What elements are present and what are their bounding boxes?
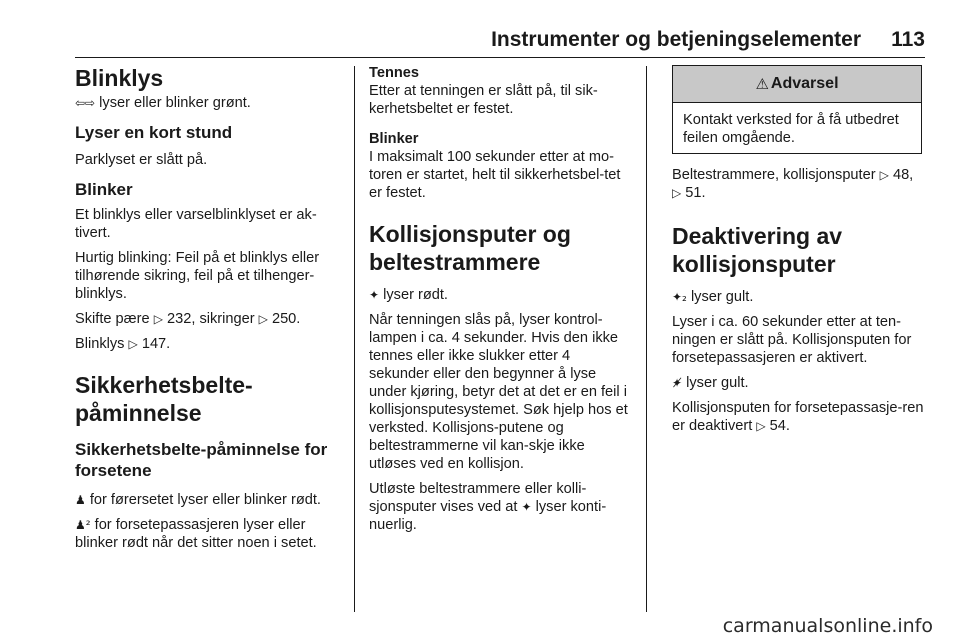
page-ref-arrow-icon: ▷	[756, 419, 766, 433]
paragraph: Skifte pære ▷ 232, sikringer ▷ 250.	[75, 311, 301, 327]
warning-header	[673, 66, 921, 103]
paragraph: ♟ for førersetet lyser eller blinker rødt.	[75, 492, 321, 508]
paragraph: Etter at tenningen er slått på, til sik-kerhetsbeltet er festet.	[369, 83, 598, 117]
page-ref-arrow-icon: ▷	[258, 312, 268, 326]
section-heading-sikkerhetsbelte: Sikkerhetsbelte- påminnelse	[75, 372, 253, 426]
paragraph: Et blinklys eller varselblinklyset er ak-tivert.	[75, 207, 317, 241]
seatbelt-icon: ♟	[75, 493, 86, 507]
paragraph: Utløste beltestrammere eller kolli-sjonsputer vises ved at ✦ lyser konti-nuerlig.	[369, 481, 607, 533]
section-heading-kollisjonsputer: Kollisjonsputer og beltestrammere	[369, 221, 571, 275]
section-heading-blinklys: Blinklys	[75, 65, 164, 91]
paragraph: Blinklys ▷ 147.	[75, 336, 171, 352]
seatbelt-passenger-icon: ♟²	[75, 518, 91, 532]
header-title: Instrumenter og betjeningselementer	[491, 28, 861, 51]
page-ref-arrow-icon: ▷	[128, 337, 138, 351]
column-left	[75, 64, 345, 559]
airbag-off-icon: ✦̸	[672, 376, 683, 390]
column-divider	[354, 66, 355, 612]
paragraph: Når tenningen slås på, lyser kontrol-lampen i ca. 4 sekunder. Hvis den ikke tennes eller ikke slukker etter 4 sekunder eller den begynner å lyse under kjøring, betyr det at det er en feil i kollisjonsputesystemet. Søk hjelp hos et verksted. Kollisjons-putene og beltestrammerne vil kan-skje ikke utløses ved en kollisjon.	[369, 312, 628, 472]
page-ref-arrow-icon: ▷	[153, 312, 163, 326]
warning-text: Kontakt verksted for å få utbedret feilen omgående.	[683, 112, 899, 146]
header-rule	[75, 57, 925, 58]
paragraph: I maksimalt 100 sekunder etter at mo-toren er startet, helt til sikkerhetsbel-tet er festet.	[369, 149, 621, 201]
subheading-blinker: Blinker	[369, 131, 419, 147]
paragraph: Parklyset er slått på.	[75, 152, 208, 168]
airbag-on-icon: ✦₂	[672, 290, 687, 304]
subheading-forsetene: Sikkerhetsbelte-påminnelse for forsetene	[75, 440, 328, 480]
warning-box	[672, 65, 922, 154]
section-heading-deaktivering: Deaktivering av kollisjonsputer	[672, 223, 843, 277]
paragraph: ✦ lyser rødt.	[369, 287, 448, 303]
page-number: 113	[891, 28, 925, 51]
paragraph: ♟² for forsetepassasjeren lyser eller blinker rødt når det sitter noen i setet.	[75, 517, 317, 551]
column-middle	[369, 64, 631, 541]
turn-signal-arrows-icon: ⇦⇨	[75, 96, 96, 110]
column-divider	[646, 66, 647, 612]
airbag-icon: ✦	[369, 288, 380, 302]
page-ref-arrow-icon: ▷	[672, 186, 682, 200]
watermark: carmanualsonline.info	[722, 615, 933, 637]
subheading-lyser-kort: Lyser en kort stund	[75, 123, 233, 142]
column-right	[672, 64, 925, 442]
paragraph: Beltestrammere, kollisjonsputer ▷ 48, ▷ 51.	[672, 167, 914, 201]
paragraph: Lyser i ca. 60 sekunder etter at ten-ningen er slått på. Kollisjonsputen for forsetepassasjeren er aktivert.	[672, 314, 912, 366]
paragraph: Kollisjonsputen for forsetepassasje-ren er deaktivert ▷ 54.	[672, 400, 924, 434]
airbag-icon: ✦	[521, 500, 532, 514]
paragraph: ⇦⇨ lyser eller blinker grønt.	[75, 95, 251, 111]
page-header	[75, 28, 925, 60]
page-ref-arrow-icon: ▷	[879, 168, 889, 182]
warning-triangle-icon: ⚠	[755, 75, 769, 93]
warning-title: Advarsel	[770, 75, 839, 92]
paragraph: ✦₂ lyser gult.	[672, 289, 754, 305]
paragraph: Hurtig blinking: Feil på et blinklys eller tilhørende sikring, feil på et tilhenger-blinklys.	[75, 250, 320, 302]
paragraph: ✦̸ lyser gult.	[672, 375, 749, 391]
subheading-tennes: Tennes	[369, 65, 420, 81]
subheading-blinker: Blinker	[75, 180, 133, 199]
